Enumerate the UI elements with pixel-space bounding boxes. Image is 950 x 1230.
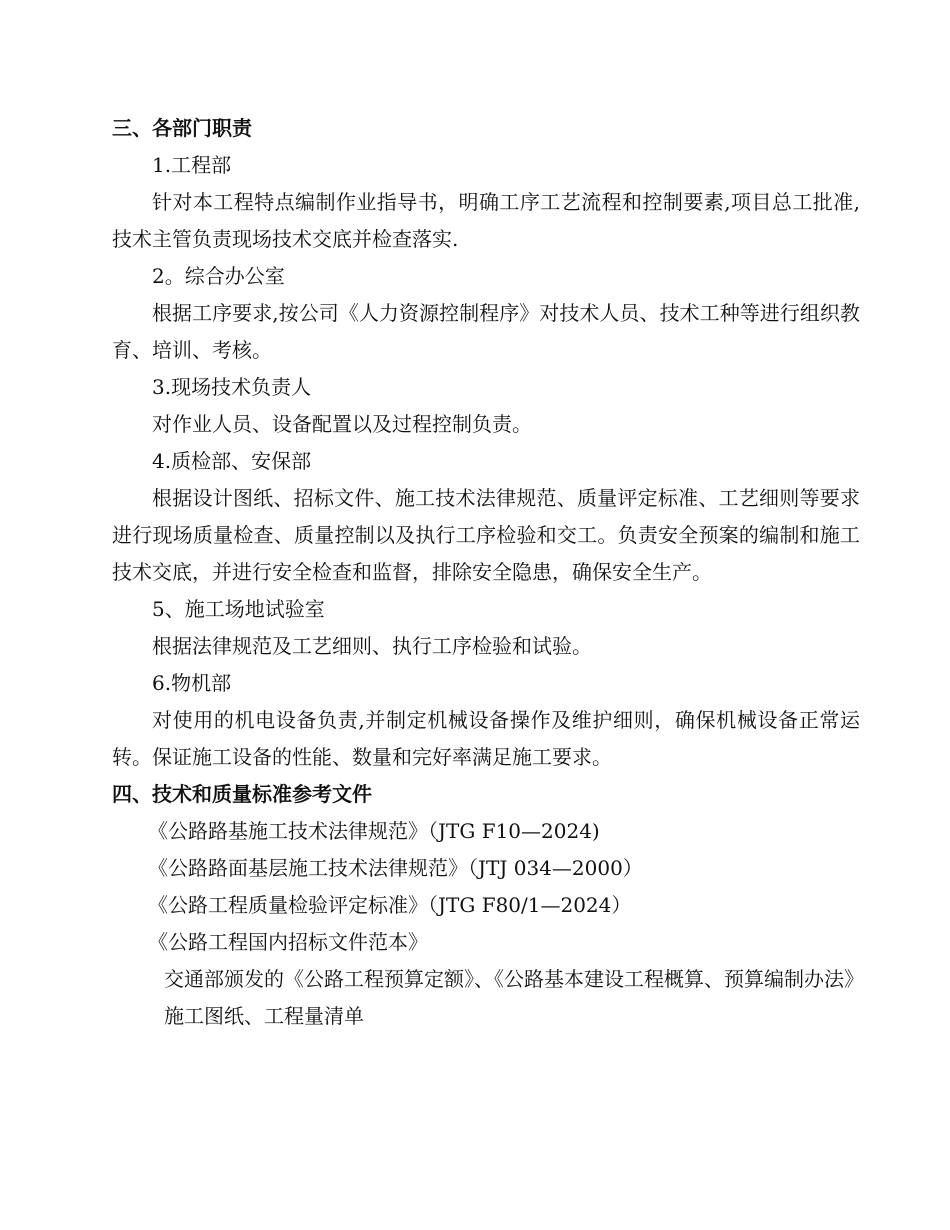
item-title-site-tech: 3.现场技术负责人 [152, 375, 312, 399]
item-body-engineering: 针对本工程特点编制作业指导书，明确工序工艺流程和控制要素,项目总工批准,技术主管负责现场技术交底并检查落实. [112, 190, 860, 251]
ref-item-quality-standard: 《公路工程质量检验评定标准》（JTG F80/1—2024） [148, 893, 632, 917]
item-title-lab: 5、施工场地试验室 [152, 597, 325, 621]
section-heading-4: 四、技术和质量标准参考文件 [112, 782, 372, 806]
ref-item-subgrade: 《公路路基施工技术法律规范》（JTG F10—2024) [148, 819, 600, 843]
item-title-qc-safety: 4.质检部、安保部 [152, 449, 312, 473]
item-title-office: 2。综合办公室 [152, 264, 285, 288]
ref-item-base-course: 《公路路面基层施工技术法律规范》（JTJ 034—2000） [148, 856, 643, 880]
item-body-site-tech: 对作业人员、设备配置以及过程控制负责。 [152, 412, 532, 436]
document-content [112, 110, 864, 1035]
section-heading-3: 三、各部门职责 [112, 116, 252, 140]
item-body-equipment: 对使用的机电设备负责,并制定机械设备操作及维护细则，确保机械设备正常运转。保证施工设备的性能、数量和完好率满足施工要求。 [112, 708, 860, 769]
item-title-equipment: 6.物机部 [152, 671, 232, 695]
ref-item-drawings: 施工图纸、工程量清单 [164, 1004, 364, 1028]
ref-item-tender-template: 《公路工程国内招标文件范本》 [148, 930, 428, 954]
item-body-office: 根据工序要求,按公司《人力资源控制程序》对技术人员、技术工种等进行组织教育、培训、考核。 [112, 301, 860, 362]
item-body-qc-safety: 根据设计图纸、招标文件、施工技术法律规范、质量评定标准、工艺细则等要求进行现场质量检查、质量控制以及执行工序检验和交工。负责安全预案的编制和施工技术交底，并进行安全检查和监督，排除安全隐患，确保安全生产。 [112, 486, 860, 584]
ref-item-budget-quota: 交通部颁发的《公路工程预算定额》、《公路基本建设工程概算、预算编制办法》 [164, 967, 864, 991]
item-title-engineering: 1.工程部 [152, 153, 232, 177]
item-body-lab: 根据法律规范及工艺细则、执行工序检验和试验。 [152, 634, 592, 658]
